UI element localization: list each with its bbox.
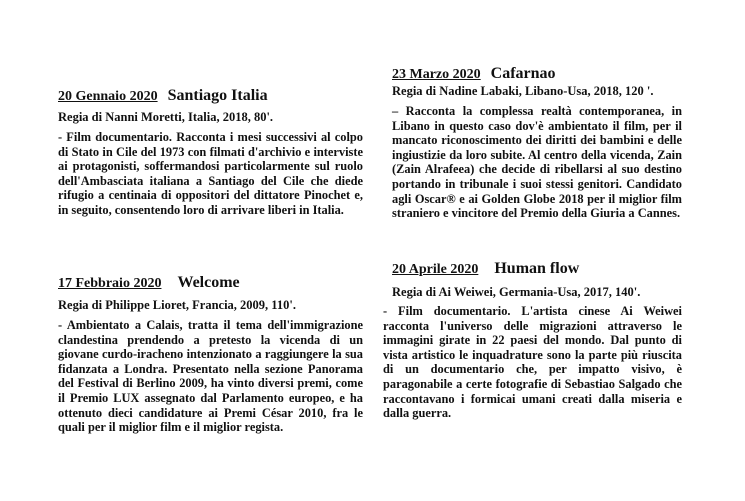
entry-header (383, 260, 682, 279)
screening-date: 20 Aprile 2020 (392, 262, 479, 277)
entry-header (58, 87, 363, 106)
film-description: – Racconta la complessa realtà contemporanea, in Libano in questo caso dov'è ambientato il film, per il mancato riconoscimento dei diritti dei bambini e delle ingiustizie da loro subite. Al centro della vicenda, Zain (Zain Alrafeea) che decide di ribellarsi al suo destino portando in tribunale i suoi stessi genitori. Candidato agli Oscar® e ai Golden Globe 2018 per il miglior film straniero e vincitore del Premio della Giuria a Cannes. (392, 104, 682, 221)
film-entry-human-flow (383, 260, 682, 421)
film-credits: Regia di Philippe Lioret, Francia, 2009, 110'. (58, 298, 296, 312)
film-description: - Film documentario. Racconta i mesi successivi al colpo di Stato in Cile del 1973 con filmati d'archivio e interviste ai protagonisti, soffermandosi particolarmente sul ruolo dell'Ambasciata italiana a Santiago del Cile che diede rifugio a centinaia di oppositori del dittatore Pinochet e, in seguito, consentendo loro di arrivare liberi in Italia. (58, 130, 363, 217)
screening-date: 23 Marzo 2020 (392, 67, 481, 82)
entry-header (392, 65, 682, 84)
film-title: Cafarnao (490, 65, 556, 82)
film-entry-cafarnao (392, 65, 682, 221)
film-title: Human flow (494, 260, 580, 277)
film-description: - Film documentario. L'artista cinese Ai Weiwei racconta l'universo delle migrazioni attraverso le immagini girate in 22 paesi del mondo. Dal punto di vista artistico le inquadrature sono la parte più riuscita di un documentario che, per impatto visivo, è paragonabile a certe fotografie di Sebastiao Salgado che raccontavano i formicai umani creati dalla miseria e dalla guerra. (383, 304, 682, 421)
film-title: Santiago Italia (167, 87, 268, 104)
film-description: - Ambientato a Calais, tratta il tema dell'immigrazione clandestina prendendo a pretesto la vicenda di un giovane curdo-iracheno intenzionato a raggiungere la sua fidanzata a Londra. Presentato nella sezione Panorama del Festival di Berlino 2009, ha vinto diversi premi, come il Premio LUX assegnato dal Parlamento europeo, e ha ottenuto dieci candidature ai Premi César 2010, fra le quali per il miglior film e il miglior regista. (58, 318, 363, 435)
film-title: Welcome (177, 274, 240, 291)
screening-date: 20 Gennaio 2020 (58, 89, 158, 104)
screening-date: 17 Febbraio 2020 (58, 276, 162, 291)
film-credits: Regia di Ai Weiwei, Germania-Usa, 2017, 140'. (392, 285, 641, 299)
entry-header (58, 274, 363, 293)
film-credits: Regia di Nadine Labaki, Libano-Usa, 2018, 120 '. (392, 84, 654, 98)
film-entry-santiago-italia (58, 87, 363, 218)
film-credits: Regia di Nanni Moretti, Italia, 2018, 80'. (58, 110, 274, 124)
film-entry-welcome (58, 274, 363, 435)
